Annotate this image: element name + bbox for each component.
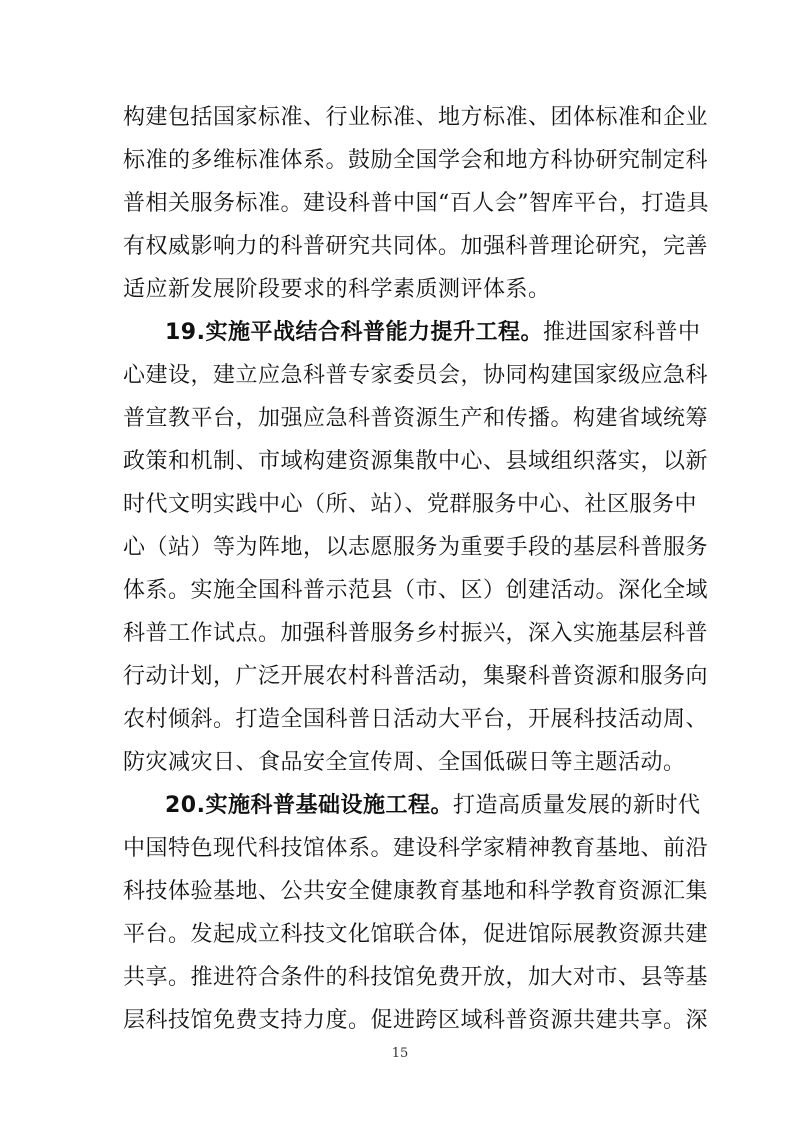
text-line: 中国特色现代科技馆体系。建设科学家精神教育基地、前沿 <box>123 836 709 861</box>
item-20-heading: 20.实施科普基础设施工程。 <box>165 793 453 818</box>
text-line: 构建包括国家标准、行业标准、地方标准、团体标准和企业 <box>123 105 709 130</box>
text-line: 科技体验基地、公共安全健康教育基地和科学教育资源汇集 <box>123 879 709 904</box>
text-line: 时代文明实践中心（所、站）、党群服务中心、社区服务中 <box>123 492 698 517</box>
text-line: 有权威影响力的科普研究共同体。加强科普理论研究，完善 <box>123 234 709 259</box>
item-19-heading: 19.实施平战结合科普能力提升工程。 <box>165 320 543 345</box>
text-line: 适应新发展阶段要求的科学素质测评体系。 <box>123 277 551 302</box>
text-line: 心（站）等为阵地，以志愿服务为重要手段的基层科普服务 <box>123 535 709 560</box>
page-number: 15 <box>391 1046 409 1061</box>
item-19-first-line-text: 推进国家科普中 <box>542 320 701 345</box>
text-line: 防灾减灾日、食品安全宣传周、全国低碳日等主题活动。 <box>123 750 686 775</box>
text-line: 标准的多维标准体系。鼓励全国学会和地方科协研究制定科 <box>123 148 709 173</box>
text-line: 政策和机制、市域构建资源集散中心、县域组织落实，以新 <box>123 449 709 474</box>
text-line: 行动计划，广泛开展农村科普活动，集聚科普资源和服务向 <box>123 664 709 689</box>
text-line: 层科技馆免费支持力度。促进跨区域科普资源共建共享。深 <box>123 1008 709 1033</box>
text-line: 心建设，建立应急科普专家委员会，协同构建国家级应急科 <box>123 363 709 388</box>
item-20-first-line-text: 打造高质量发展的新时代 <box>452 793 701 818</box>
text-line: 农村倾斜。打造全国科普日活动大平台，开展科技活动周、 <box>123 707 709 732</box>
text-line: 体系。实施全国科普示范县（市、区）创建活动。深化全域 <box>123 578 709 603</box>
text-line: 普相关服务标准。建设科普中国“百人会”智库平台，打造具 <box>123 191 709 216</box>
item-19-first-line <box>165 313 701 353</box>
text-line: 共享。推进符合条件的科技馆免费开放，加大对市、县等基 <box>123 965 709 990</box>
text-line: 平台。发起成立科技文化馆联合体，促进馆际展教资源共建 <box>123 922 709 947</box>
text-line: 普宣教平台，加强应急科普资源生产和传播。构建省域统筹 <box>123 406 709 431</box>
text-line: 科普工作试点。加强科普服务乡村振兴，深入实施基层科普 <box>123 621 709 646</box>
item-20-first-line <box>165 786 701 826</box>
